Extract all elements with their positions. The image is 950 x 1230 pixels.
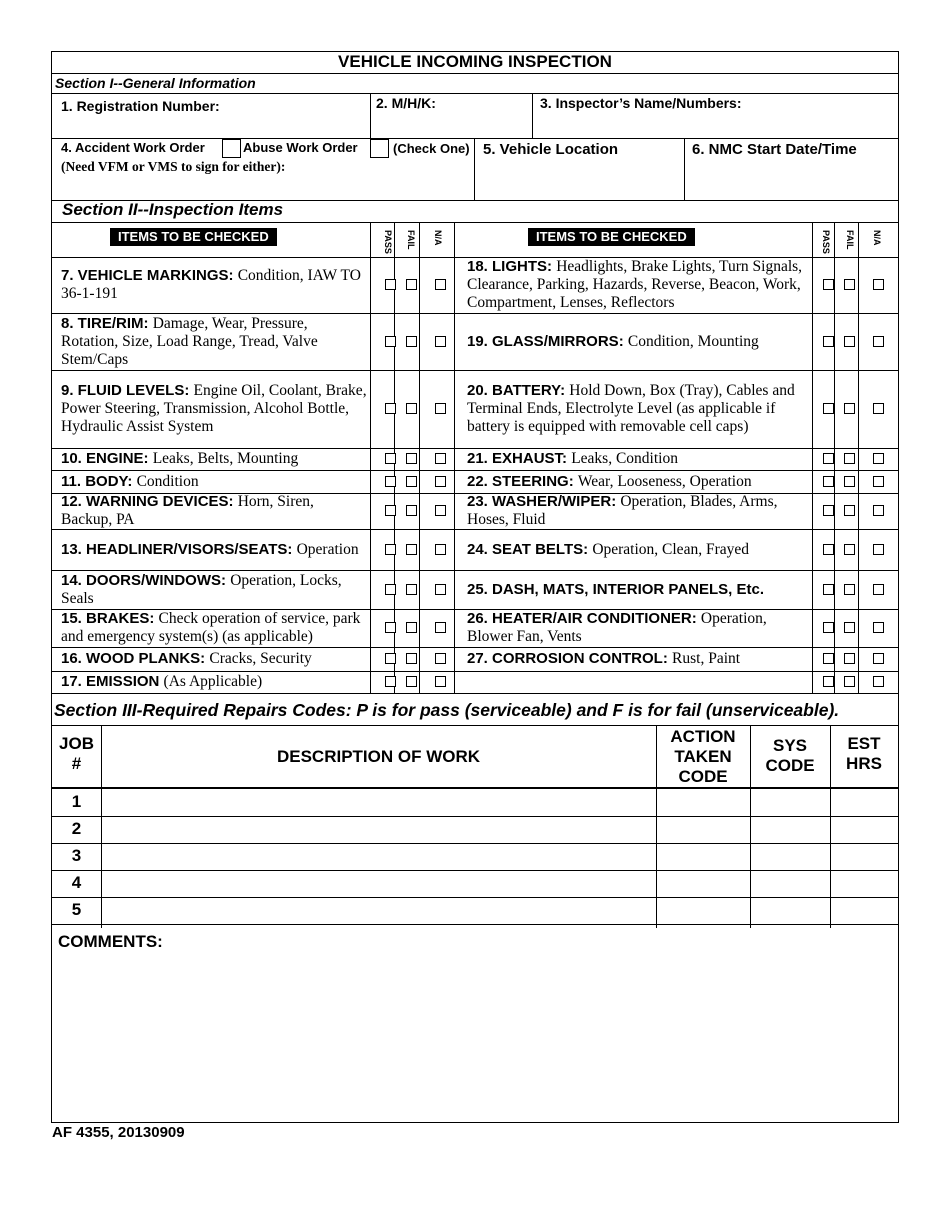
inspection-item-desc: Check operation of service, park and emergency system(s) (as applicable) xyxy=(61,610,361,645)
inspection-item-text xyxy=(467,473,752,491)
left-item-3-na-checkbox[interactable] xyxy=(435,403,446,414)
grid-line xyxy=(454,222,455,693)
left-item-5-pass-checkbox[interactable] xyxy=(385,476,396,487)
inspection-item-left xyxy=(52,370,370,448)
inspection-item-text xyxy=(467,258,811,312)
inspection-item-desc: Damage, Wear, Pressure, Rotation, Size, Load Range, Tread, Valve Stem/Caps xyxy=(61,314,318,368)
pass-col-left: PASS xyxy=(383,230,393,254)
inspection-item-left xyxy=(52,529,370,570)
inspection-item-text xyxy=(467,541,749,559)
items-header-right xyxy=(528,228,695,246)
right-item-5-pass-checkbox[interactable] xyxy=(823,476,834,487)
left-item-10-pass-checkbox[interactable] xyxy=(385,653,396,664)
description-field[interactable] xyxy=(103,871,655,896)
description-field[interactable] xyxy=(103,898,655,923)
right-item-9-fail-checkbox[interactable] xyxy=(844,622,855,633)
mhk-field[interactable] xyxy=(372,114,530,136)
right-item-4-fail-checkbox[interactable] xyxy=(844,453,855,464)
est-hrs-field[interactable] xyxy=(832,817,896,842)
right-item-9-na-checkbox[interactable] xyxy=(873,622,884,633)
job-number: 5 xyxy=(71,900,82,919)
left-item-5-na-checkbox[interactable] xyxy=(435,476,446,487)
inspection-item-desc: Condition, IAW TO 36-1-191 xyxy=(61,267,361,302)
inspection-item-desc: Operation, Locks, Seals xyxy=(61,571,342,607)
na-col-right: N/A xyxy=(872,230,882,246)
section2-heading: Section II--Inspection Items xyxy=(62,200,284,219)
inspection-item-left xyxy=(52,493,370,529)
inspection-item-name: 15. BRAKES: xyxy=(61,610,155,627)
left-item-3-fail-checkbox[interactable] xyxy=(406,403,417,414)
inspector-name-field[interactable] xyxy=(534,114,896,136)
inspection-item-text xyxy=(61,267,368,303)
inspection-item-name: 23. WASHER/WIPER: xyxy=(467,493,617,510)
right-item-2-na-checkbox[interactable] xyxy=(873,336,884,347)
sys-code-header xyxy=(750,736,830,776)
right-item-6-na-checkbox[interactable] xyxy=(873,505,884,516)
comments-label: COMMENTS: xyxy=(58,932,163,951)
inspection-item-left xyxy=(52,257,370,313)
inspection-item-desc: Operation, Blower Fan, Vents xyxy=(467,610,767,645)
inspection-item-text xyxy=(467,333,759,351)
sys-code-field[interactable] xyxy=(752,844,829,869)
nmc-start-field[interactable] xyxy=(686,162,896,198)
right-item-6-pass-checkbox[interactable] xyxy=(823,505,834,516)
inspection-item-name: 11. BODY: xyxy=(61,472,133,490)
left-item-6-fail-checkbox[interactable] xyxy=(406,505,417,516)
left-item-1-pass-checkbox[interactable] xyxy=(385,279,396,290)
inspection-item-text xyxy=(467,581,764,599)
right-item-8-fail-checkbox[interactable] xyxy=(844,584,855,595)
items-to-be-checked-tag: ITEMS TO BE CHECKED xyxy=(528,228,695,246)
left-item-9-pass-checkbox[interactable] xyxy=(385,622,396,633)
action-header-line2: TAKEN xyxy=(674,747,732,766)
sys-code-field[interactable] xyxy=(752,898,829,923)
inspection-item-text xyxy=(467,450,678,468)
right-item-10-na-checkbox[interactable] xyxy=(873,653,884,664)
est-hrs-header xyxy=(830,734,898,774)
left-item-9-fail-checkbox[interactable] xyxy=(406,622,417,633)
inspection-item-text xyxy=(61,610,368,646)
grid-line xyxy=(419,222,420,693)
inspection-item-desc: Operation, Clean, Frayed xyxy=(592,540,749,558)
inspection-item-text xyxy=(61,315,368,369)
action-code-field[interactable] xyxy=(658,817,749,842)
inspection-item-desc: Operation, Blades, Arms, Hoses, Fluid xyxy=(467,493,778,528)
left-item-4-na-checkbox[interactable] xyxy=(435,453,446,464)
job-header xyxy=(52,734,101,774)
inspection-item-text xyxy=(467,382,811,436)
accident-work-order-checkbox[interactable] xyxy=(222,139,241,158)
inspection-item-name: 9. FLUID LEVELS: xyxy=(61,382,190,399)
left-item-10-na-checkbox[interactable] xyxy=(435,653,446,664)
left-item-11-fail-checkbox[interactable] xyxy=(406,676,417,687)
est-header-line1: EST xyxy=(847,734,881,753)
job-number: 2 xyxy=(71,819,82,838)
right-item-7-na-checkbox[interactable] xyxy=(873,544,884,555)
right-item-6-fail-checkbox[interactable] xyxy=(844,505,855,516)
inspection-item-right xyxy=(458,470,813,493)
left-item-1-fail-checkbox[interactable] xyxy=(406,279,417,290)
description-field[interactable] xyxy=(103,790,655,815)
right-item-2-fail-checkbox[interactable] xyxy=(844,336,855,347)
inspection-item-right xyxy=(458,671,813,693)
right-item-3-pass-checkbox[interactable] xyxy=(823,403,834,414)
pass-col-right: PASS xyxy=(821,230,831,254)
na-col-left: N/A xyxy=(433,230,443,246)
left-item-8-na-checkbox[interactable] xyxy=(435,584,446,595)
job-number: 4 xyxy=(71,873,82,892)
inspection-item-text xyxy=(467,610,811,646)
inspection-item-name: 27. CORROSION CONTROL: xyxy=(467,650,668,667)
inspection-item-right xyxy=(458,609,813,647)
left-item-2-fail-checkbox[interactable] xyxy=(406,336,417,347)
inspection-item-name: 17. EMISSION xyxy=(61,673,160,690)
left-item-6-na-checkbox[interactable] xyxy=(435,505,446,516)
right-item-3-na-checkbox[interactable] xyxy=(873,403,884,414)
grid-line xyxy=(858,222,859,693)
left-item-8-fail-checkbox[interactable] xyxy=(406,584,417,595)
inspection-item-text xyxy=(61,572,368,608)
need-vfm-label: (Need VFM or VMS to sign for either): xyxy=(61,159,286,174)
items-header-left xyxy=(110,228,277,246)
job-number: 1 xyxy=(71,792,82,811)
inspection-item-left xyxy=(52,609,370,647)
right-item-7-pass-checkbox[interactable] xyxy=(823,544,834,555)
inspection-item-text xyxy=(61,650,312,668)
inspection-item-desc: Condition, Mounting xyxy=(627,332,759,350)
inspection-item-right xyxy=(458,647,813,671)
right-item-1-pass-checkbox[interactable] xyxy=(823,279,834,290)
items-to-be-checked-tag: ITEMS TO BE CHECKED xyxy=(110,228,277,246)
left-item-8-pass-checkbox[interactable] xyxy=(385,584,396,595)
inspection-item-text xyxy=(467,650,740,668)
inspection-item-right xyxy=(458,313,813,370)
inspection-item-text xyxy=(61,450,298,468)
left-item-4-fail-checkbox[interactable] xyxy=(406,453,417,464)
comments-field[interactable] xyxy=(54,954,896,1120)
inspection-item-desc: (As Applicable) xyxy=(163,673,263,690)
inspection-item-desc: Headlights, Brake Lights, Turn Signals, Clearance, Parking, Hazards, Reverse, Beacon, Work, Compartment, Lenses, Reflectors xyxy=(467,258,803,311)
inspection-item-name: 14. DOORS/WINDOWS: xyxy=(61,571,227,589)
right-item-11-na-checkbox[interactable] xyxy=(873,676,884,687)
right-item-1-na-checkbox[interactable] xyxy=(873,279,884,290)
mhk-label: 2. M/H/K: xyxy=(376,95,436,111)
sys-code-field[interactable] xyxy=(752,790,829,815)
inspection-item-left xyxy=(52,671,370,693)
inspection-item-text xyxy=(467,493,811,529)
fail-col-left: FAIL xyxy=(406,230,416,250)
inspection-item-left xyxy=(52,570,370,609)
sys-header-line1: SYS xyxy=(772,736,808,755)
inspection-item-name: 26. HEATER/AIR CONDITIONER: xyxy=(467,610,697,627)
inspection-item-name: 20. BATTERY: xyxy=(467,382,566,399)
left-item-7-fail-checkbox[interactable] xyxy=(406,544,417,555)
right-item-11-pass-checkbox[interactable] xyxy=(823,676,834,687)
registration-number-label: 1. Registration Number: xyxy=(61,98,220,114)
right-item-5-na-checkbox[interactable] xyxy=(873,476,884,487)
section1-heading: Section I--General Information xyxy=(55,75,256,91)
est-hrs-field[interactable] xyxy=(832,790,896,815)
inspection-item-text xyxy=(61,473,199,491)
fail-col-right: FAIL xyxy=(845,230,855,250)
left-item-11-na-checkbox[interactable] xyxy=(435,676,446,687)
right-item-11-fail-checkbox[interactable] xyxy=(844,676,855,687)
inspection-item-desc: Horn, Siren, Backup, PA xyxy=(61,493,314,528)
inspection-item-desc: Condition xyxy=(136,472,199,490)
est-header-line2: HRS xyxy=(846,754,882,773)
accident-work-order-label: 4. Accident Work Order xyxy=(61,140,205,155)
sys-header-line2: CODE xyxy=(765,756,815,775)
right-item-8-na-checkbox[interactable] xyxy=(873,584,884,595)
est-hrs-field[interactable] xyxy=(832,844,896,869)
left-item-11-pass-checkbox[interactable] xyxy=(385,676,396,687)
grid-line xyxy=(834,222,835,693)
job-number: 3 xyxy=(71,846,82,865)
inspection-item-left xyxy=(52,313,370,370)
sys-code-field[interactable] xyxy=(752,871,829,896)
inspection-item-desc: Operation xyxy=(296,540,359,558)
form-title: VEHICLE INCOMING INSPECTION xyxy=(338,52,612,71)
inspection-item-left xyxy=(52,647,370,671)
left-item-7-na-checkbox[interactable] xyxy=(435,544,446,555)
inspection-item-text xyxy=(61,541,359,559)
est-hrs-field[interactable] xyxy=(832,898,896,923)
inspection-item-right xyxy=(458,448,813,470)
nmc-start-label: 6. NMC Start Date/Time xyxy=(692,141,857,158)
inspection-item-right xyxy=(458,257,813,313)
right-item-10-pass-checkbox[interactable] xyxy=(823,653,834,664)
inspection-item-name: 16. WOOD PLANKS: xyxy=(61,650,206,667)
inspection-item-desc: Rust, Paint xyxy=(672,650,741,667)
left-item-2-na-checkbox[interactable] xyxy=(435,336,446,347)
right-item-8-pass-checkbox[interactable] xyxy=(823,584,834,595)
vehicle-location-field[interactable] xyxy=(476,162,682,198)
inspection-item-desc: Hold Down, Box (Tray), Cables and Terminal Ends, Electrolyte Level (as applicable if battery is equipped with removable cell caps) xyxy=(467,382,795,435)
inspection-item-name: 13. HEADLINER/VISORS/SEATS: xyxy=(61,540,293,558)
inspection-item-name: 25. DASH, MATS, INTERIOR PANELS, Etc. xyxy=(467,580,764,598)
inspection-item-desc: Wear, Looseness, Operation xyxy=(577,472,752,490)
right-item-4-pass-checkbox[interactable] xyxy=(823,453,834,464)
right-item-5-fail-checkbox[interactable] xyxy=(844,476,855,487)
action-code-field[interactable] xyxy=(658,871,749,896)
inspection-item-right xyxy=(458,370,813,448)
action-code-field[interactable] xyxy=(658,790,749,815)
section3-heading: Section III-Required Repairs Codes: P is for pass (serviceable) and F is for fail (unserviceable). xyxy=(54,700,840,720)
inspection-item-desc: Leaks, Belts, Mounting xyxy=(152,450,299,467)
sys-code-field[interactable] xyxy=(752,817,829,842)
action-header-line1: ACTION xyxy=(670,727,736,746)
est-hrs-field[interactable] xyxy=(832,871,896,896)
left-item-9-na-checkbox[interactable] xyxy=(435,622,446,633)
inspector-name-label: 3. Inspector’s Name/Numbers: xyxy=(540,95,742,111)
grid-line xyxy=(370,222,371,693)
description-of-work-header: DESCRIPTION OF WORK xyxy=(276,747,481,766)
left-item-7-pass-checkbox[interactable] xyxy=(385,544,396,555)
abuse-work-order-label: Abuse Work Order xyxy=(243,140,358,155)
left-item-10-fail-checkbox[interactable] xyxy=(406,653,417,664)
inspection-item-name: 12. WARNING DEVICES: xyxy=(61,493,234,510)
job-header-line1: JOB xyxy=(59,734,94,753)
inspection-item-desc: Engine Oil, Coolant, Brake, Power Steering, Transmission, Alcohol Bottle, Hydraulic Assist System xyxy=(61,382,367,435)
registration-number-field[interactable] xyxy=(54,114,368,136)
action-code-field[interactable] xyxy=(658,844,749,869)
vehicle-location-label: 5. Vehicle Location xyxy=(483,141,619,158)
right-item-10-fail-checkbox[interactable] xyxy=(844,653,855,664)
abuse-work-order-checkbox[interactable] xyxy=(370,139,389,158)
job-header-line2: # xyxy=(71,754,82,773)
inspection-item-name: 10. ENGINE: xyxy=(61,450,149,467)
right-item-3-fail-checkbox[interactable] xyxy=(844,403,855,414)
inspection-item-text xyxy=(61,673,262,691)
inspection-item-name: 22. STEERING: xyxy=(467,472,574,490)
left-item-5-fail-checkbox[interactable] xyxy=(406,476,417,487)
inspection-item-name: 19. GLASS/MIRRORS: xyxy=(467,332,624,350)
right-item-4-na-checkbox[interactable] xyxy=(873,453,884,464)
inspection-item-desc: Cracks, Security xyxy=(209,650,312,667)
inspection-item-right xyxy=(458,529,813,570)
grid-line xyxy=(52,693,898,694)
left-item-1-na-checkbox[interactable] xyxy=(435,279,446,290)
left-item-6-pass-checkbox[interactable] xyxy=(385,505,396,516)
inspection-item-name: 8. TIRE/RIM: xyxy=(61,314,149,332)
inspection-item-name: 24. SEAT BELTS: xyxy=(467,540,589,558)
inspection-form xyxy=(51,51,899,1123)
description-field[interactable] xyxy=(103,844,655,869)
inspection-item-name: 18. LIGHTS: xyxy=(467,258,553,275)
left-item-2-pass-checkbox[interactable] xyxy=(385,336,396,347)
check-one-label: (Check One) xyxy=(393,141,470,156)
right-item-1-fail-checkbox[interactable] xyxy=(844,279,855,290)
inspection-item-text xyxy=(61,493,368,529)
action-header-line3: CODE xyxy=(678,767,728,786)
right-item-7-fail-checkbox[interactable] xyxy=(844,544,855,555)
right-item-9-pass-checkbox[interactable] xyxy=(823,622,834,633)
inspection-item-text xyxy=(61,382,368,436)
action-code-field[interactable] xyxy=(658,898,749,923)
grid-line xyxy=(52,924,898,925)
inspection-item-name: 21. EXHAUST: xyxy=(467,450,568,467)
left-item-3-pass-checkbox[interactable] xyxy=(385,403,396,414)
left-item-4-pass-checkbox[interactable] xyxy=(385,453,396,464)
inspection-item-left xyxy=(52,470,370,493)
inspection-item-right xyxy=(458,570,813,609)
inspection-item-desc: Leaks, Condition xyxy=(571,450,678,467)
right-item-2-pass-checkbox[interactable] xyxy=(823,336,834,347)
inspection-item-left xyxy=(52,448,370,470)
description-field[interactable] xyxy=(103,817,655,842)
form-number-footer: AF 4355, 20130909 xyxy=(52,1124,185,1141)
action-taken-code-header xyxy=(656,727,750,787)
inspection-item-right xyxy=(458,493,813,529)
inspection-item-name: 7. VEHICLE MARKINGS: xyxy=(61,267,234,284)
